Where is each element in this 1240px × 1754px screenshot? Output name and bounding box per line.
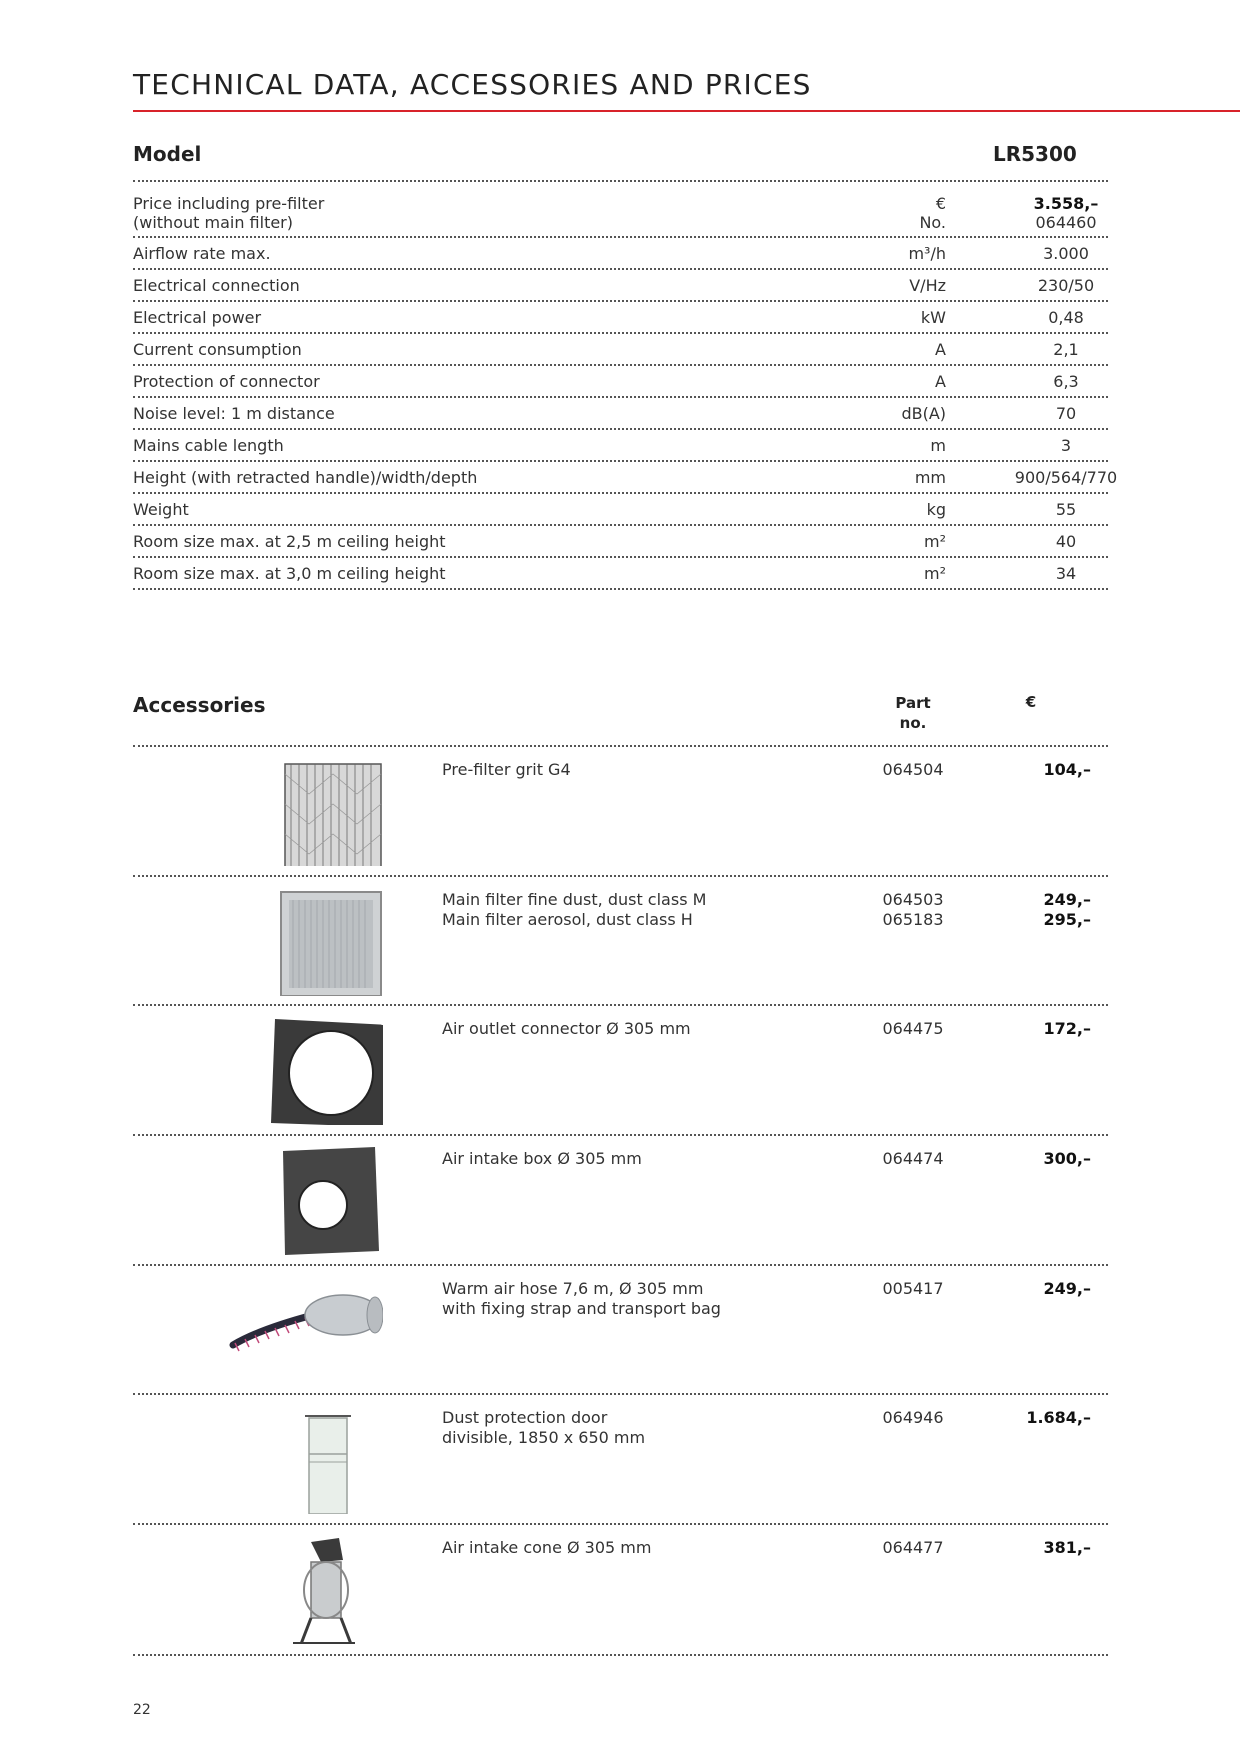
spec-value: 900/564/770 xyxy=(1014,468,1118,487)
accessory-description: Pre-filter grit G4 xyxy=(442,760,571,779)
warm-air-hose-image xyxy=(183,1273,383,1385)
spec-row xyxy=(133,462,1118,492)
accessory-description: Air intake box Ø 305 mm xyxy=(442,1149,642,1168)
spec-unit: A xyxy=(935,340,946,359)
accessory-part-no: 064946 xyxy=(882,1408,944,1427)
accessory-price: 104,– xyxy=(1043,760,1091,779)
spec-table xyxy=(133,180,1118,590)
divider xyxy=(133,1654,1108,1656)
spec-label: Current consumption xyxy=(133,340,302,359)
spec-unit: kg xyxy=(926,500,946,519)
spec-row xyxy=(133,366,1108,396)
spec-unit: kW xyxy=(920,308,946,327)
accessory-row xyxy=(133,748,1108,876)
divider xyxy=(133,1264,1108,1266)
air-intake-cone-image xyxy=(183,1532,383,1644)
accessory-description: with fixing strap and transport bag xyxy=(442,1299,721,1318)
accessory-row xyxy=(133,1396,1108,1524)
spec-label: Weight xyxy=(133,500,189,519)
spec-row xyxy=(133,334,1108,364)
accessory-price: 249,– xyxy=(1043,890,1091,909)
spec-row-price xyxy=(133,182,1108,236)
accessory-part-no: 064474 xyxy=(882,1149,944,1168)
accessory-price: 249,– xyxy=(1043,1279,1091,1298)
accessory-price: 1.684,– xyxy=(1026,1408,1091,1427)
accessory-row xyxy=(133,1007,1108,1135)
spec-value: 55 xyxy=(1055,500,1077,519)
spec-value: 3.000 xyxy=(1043,244,1089,263)
part-no-column-header: Part no. xyxy=(895,694,931,732)
accessory-part-no: 064503 xyxy=(882,890,944,909)
divider xyxy=(133,1523,1108,1525)
number-unit: No. xyxy=(919,213,946,232)
divider xyxy=(133,1004,1108,1006)
accessory-price: 172,– xyxy=(1043,1019,1091,1038)
divider xyxy=(133,1393,1108,1395)
model-name: LR5300 xyxy=(993,142,1077,166)
price-column-header: € xyxy=(1025,693,1037,711)
spec-value: 2,1 xyxy=(1053,340,1079,359)
accessory-price: 300,– xyxy=(1043,1149,1091,1168)
air-outlet-connector-image xyxy=(183,1013,383,1125)
accessory-part-no: 064475 xyxy=(882,1019,944,1038)
accessory-description: divisible, 1850 x 650 mm xyxy=(442,1428,646,1447)
model-heading: Model xyxy=(133,142,202,166)
accessory-row xyxy=(133,1526,1108,1654)
price-value: 3.558,– xyxy=(1033,194,1099,213)
divider xyxy=(133,875,1108,877)
spec-row xyxy=(133,270,1108,300)
spec-label: Room size max. at 2,5 m ceiling height xyxy=(133,532,446,551)
spec-value: 34 xyxy=(1055,564,1077,583)
spec-row xyxy=(133,494,1108,524)
spec-label: Electrical power xyxy=(133,308,262,327)
spec-unit: V/Hz xyxy=(909,276,946,295)
spec-unit: mm xyxy=(914,468,946,487)
divider xyxy=(133,745,1108,747)
divider xyxy=(133,588,1108,590)
spec-unit: A xyxy=(935,372,946,391)
spec-row xyxy=(133,398,1108,428)
spec-row xyxy=(133,526,1108,556)
price-label-1: Price including pre-filter xyxy=(133,194,325,213)
spec-value: 0,48 xyxy=(1048,308,1084,327)
accessory-description: Air intake cone Ø 305 mm xyxy=(442,1538,652,1557)
accessory-description: Air outlet connector Ø 305 mm xyxy=(442,1019,691,1038)
accessory-part-no: 064477 xyxy=(882,1538,944,1557)
spec-value: 3 xyxy=(1060,436,1072,455)
accessory-part-no: 065183 xyxy=(882,910,944,929)
air-intake-box-image xyxy=(183,1143,383,1255)
spec-label: Mains cable length xyxy=(133,436,284,455)
pre-filter-image xyxy=(183,754,383,866)
spec-row xyxy=(133,558,1108,588)
price-unit: € xyxy=(935,194,946,213)
accessory-row xyxy=(133,878,1108,1006)
spec-row xyxy=(133,302,1108,332)
accessory-part-no: 064504 xyxy=(882,760,944,779)
accessory-description: Main filter fine dust, dust class M xyxy=(442,890,707,909)
accessories-heading: Accessories xyxy=(133,693,266,717)
spec-label: Airflow rate max. xyxy=(133,244,271,263)
accessory-description: Dust protection door xyxy=(442,1408,608,1427)
page-title: TECHNICAL DATA, ACCESSORIES AND PRICES xyxy=(133,68,812,101)
spec-label: Noise level: 1 m distance xyxy=(133,404,335,423)
spec-row xyxy=(133,238,1108,268)
article-number: 064460 xyxy=(1035,213,1097,232)
accessory-description: Main filter aerosol, dust class H xyxy=(442,910,693,929)
spec-unit: m² xyxy=(924,564,946,583)
spec-value: 6,3 xyxy=(1053,372,1079,391)
accessory-description: Warm air hose 7,6 m, Ø 305 mm xyxy=(442,1279,704,1298)
spec-unit: m xyxy=(930,436,946,455)
accessory-row xyxy=(133,1137,1108,1265)
spec-row xyxy=(133,430,1108,460)
spec-unit: dB(A) xyxy=(901,404,946,423)
page-number: 22 xyxy=(133,1702,151,1718)
spec-unit: m² xyxy=(924,532,946,551)
price-label-2: (without main filter) xyxy=(133,213,293,232)
spec-value: 40 xyxy=(1055,532,1077,551)
accessory-part-no: 005417 xyxy=(882,1279,944,1298)
divider xyxy=(133,1134,1108,1136)
accessory-row xyxy=(133,1267,1108,1395)
spec-unit: m³/h xyxy=(908,244,946,263)
main-filter-image xyxy=(183,884,383,996)
accessory-price: 295,– xyxy=(1043,910,1091,929)
spec-label: Electrical connection xyxy=(133,276,300,295)
title-rule xyxy=(133,110,1240,112)
spec-label: Room size max. at 3,0 m ceiling height xyxy=(133,564,446,583)
spec-label: Protection of connector xyxy=(133,372,320,391)
dust-protection-door-image xyxy=(183,1402,383,1514)
accessory-price: 381,– xyxy=(1043,1538,1091,1557)
spec-value: 230/50 xyxy=(1037,276,1095,295)
spec-value: 70 xyxy=(1055,404,1077,423)
spec-label: Height (with retracted handle)/width/depth xyxy=(133,468,478,487)
